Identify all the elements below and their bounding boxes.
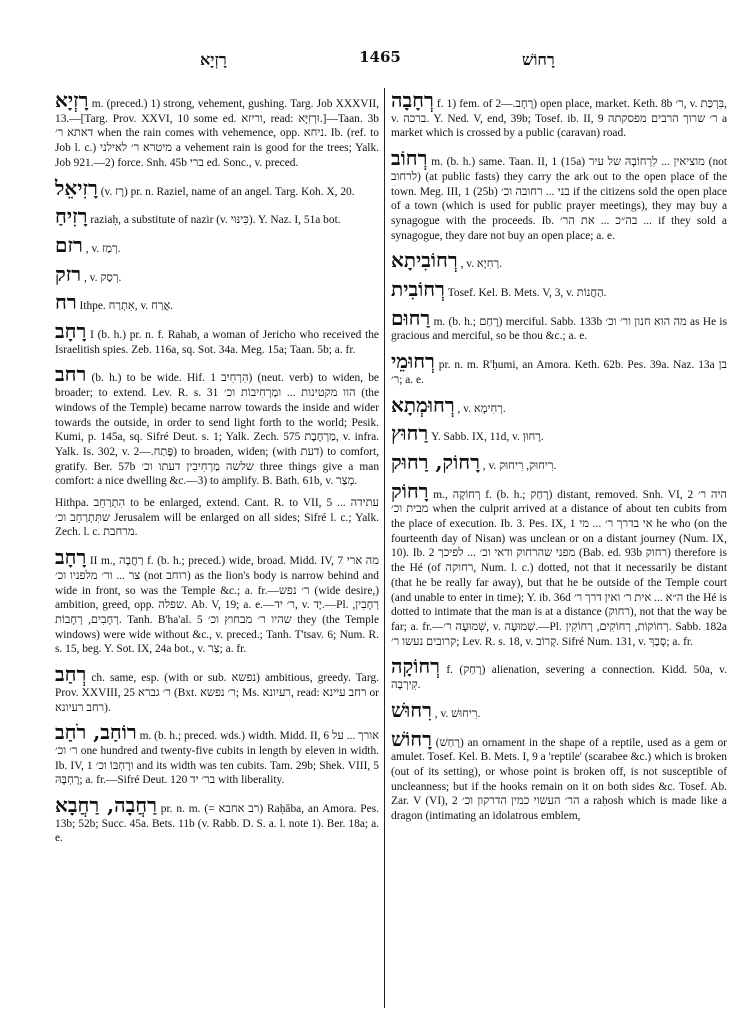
right-column	[391, 90, 727, 831]
dictionary-entry	[391, 148, 727, 243]
entry-definition: f. (רָחַק) alienation, severing a connection. Kidd. 50a, v. קִירְבָה.	[391, 664, 727, 692]
dictionary-entry	[391, 250, 727, 272]
entry-headword: רזם	[55, 232, 83, 257]
dictionary-entry	[391, 726, 727, 824]
dictionary-entry	[55, 722, 379, 788]
entry-definition: (רָחַשׁ) an ornament in the shape of a reptile, used as a gem or amulet. Tosef. Kel. B. Mets. I, 9 a 'reptile' (scarabee &c.) which is broken (out of its setting), or whose point is broken off, is not susceptible of uncleanness; but if the hooks remain on it on both sides &c. Tosef. Ab. Zar. V (VI), 2 הר׳ העשוי כמין הדרקון וכ׳ a raḥosh which is made like a dragon (intimating an idolatrous emblem,	[391, 736, 727, 823]
dictionary-entry	[55, 292, 379, 314]
entry-headword: רְחַב	[55, 662, 87, 687]
entry-headword: רְחוּמֵי	[391, 349, 435, 374]
entry-headword: רִחוּשׁ	[391, 697, 432, 722]
dictionary-entry	[391, 90, 727, 141]
entry-headword: רָזְיָא	[55, 88, 89, 112]
dictionary-entry	[55, 232, 379, 257]
entry-definition: II m., רַחֲבָה f. (b. h.; preced.) wide, broad. Midd. IV, 7 מה ארי צר ... ור׳ מלפניו וכ׳ (not רוחב) as the lion's body is narrow behind and wide in front, so was the Temple &c.; a. fr.—ר׳ נפש (wide desire,) ambition, greed, opp. שפלה. Ab. V, 19; a. e.—ר׳ יד, v. יָד.—Pl. רְחָבִין, רְחָבִים, רְחָבוֹת. Tanh. B'ha'al. 5 שהיו ר׳ מבחוץ וכ׳ they (the Temple windows) were wide without &c., v. preced.; Tanh. T'tsav. 6; Num. R. s. 15, beg. Y. Sot. IX, 24a bot., v. צַר; a. fr.	[55, 555, 380, 656]
entry-headword: רָזִיחַ	[55, 204, 88, 229]
column-divider	[384, 88, 385, 1008]
dictionary-entry	[55, 664, 379, 715]
entry-headword: רְחוֹבִיתָא	[391, 248, 458, 273]
dictionary-entry	[391, 279, 727, 301]
dictionary-entry	[391, 478, 727, 650]
entry-headword: רָחוֹק	[391, 478, 429, 503]
dictionary-entry	[55, 496, 379, 540]
page-number: 1465	[359, 48, 401, 66]
dictionary-entry	[55, 547, 379, 657]
entry-headword: רח	[55, 290, 77, 315]
entry-definition: m. (preced.) 1) strong, vehement, gushing. Targ. Job XXXVII, 13.—[Targ. Prov. XXVI, 10 some ed. וריזא, read: וּרְזִיָּא.]—Taan. 3b דאתא ר׳ when the rain comes with vehemence, opp. ניחא. Ib. (ref. to Job l. c.) מיטרא ר׳ לאילני a vehement rain is good for the trees; Yalk. Job 921.—2) force. Snh. 45b ברי ed. Sonc., v. preced.	[55, 98, 380, 169]
entry-definition: m., רְחוֹקָה f. (b. h.; רָחַק) distant, removed. Snh. VI, 2 היה ר׳ מבית וכ׳ when the culprit arrived at a distance of about ten cubits from the place of execution. Ib. 3. Pes. IX, 1 אי בדרך ר׳ ... מי he who (on the fourteenth day of Nisan) was unclean or on a distant journey (Num. IX, 10). Ib. 2 מפני שהרחוק ודאי וכ׳ ... לפיכך (Bab. ed. 93b רחוק) therefore is the Hé (of רחוקה, Num. l. c.) dotted, not that it necessarily be distant (that he be really far away), but that he be outside of the Temple court (and unable to enter in time); Y. ib. 36d ה״א ... אית ר׳ ואין דרך ר׳ the Hé is dotted to intimate that the man is at a distance (רחוק), not that the way be far; a. fr.—שְׁמוּעָה ר׳, v. שְׁמוּעָה.—Pl. רְחוֹקוֹת, רְחוֹקִים, רְחוֹקִין. Sabb. 182a קרובים נעשו ר׳; Lev. R. s. 18, v. קָרוֹב. Sifré Num. 131, v. סָבַךְ; a. fr.	[391, 488, 727, 648]
entry-definition: , v. רִיחוּק, רִיחוּק.	[482, 459, 557, 472]
dictionary-entry	[55, 90, 379, 171]
entry-headword: רַחֲבָה, רַחֲבָא	[55, 793, 157, 818]
header-left-catchword: רָזְיָא	[200, 50, 227, 69]
entry-definition: m. (b. h.; רָחַם) merciful. Sabb. 133b מה הוא חנון ור׳ וכ׳ as He is gracious and merciful, so be thou &c.; a. e.	[391, 315, 728, 343]
entry-definition: raziaḥ, a substitute of nazir (v. כִּינּוּי). Y. Naz. I, 51a bot.	[90, 214, 341, 227]
entry-definition: Hithpa. הִתְרַחֵב to be enlarged, extend. Cant. R. to VII, 5 עתידה ... שתִּתְרַחֵב וכ׳ Jerusalem will be enlarged on all sides; Sifré l. c.; Yalk. Zech. l. c. מרחבת.	[55, 497, 380, 539]
dictionary-entry	[55, 261, 379, 286]
dictionary-entry	[391, 351, 727, 387]
dictionary-entry	[391, 423, 727, 445]
entry-headword: רְחוֹבִית	[391, 277, 445, 302]
entry-headword: רַחוּם	[391, 305, 431, 330]
entry-headword: רָחָב	[55, 319, 87, 344]
dictionary-entry	[391, 656, 727, 692]
running-head	[60, 48, 700, 72]
entry-definition: , v. רְסַק.	[83, 271, 122, 284]
dictionary-entry	[391, 392, 727, 417]
entry-definition: , v. רִיחוּשׁ.	[434, 707, 481, 720]
entry-headword: רוֹחַב, רֹחַב	[55, 720, 137, 745]
entry-headword: רָחוֹק, רַחוּק	[391, 449, 480, 474]
entry-definition: pr. n. m. R'ḥumi, an Amora. Keth. 62b. Pes. 39a. Naz. 13a בן ר׳; a. e.	[391, 359, 727, 386]
entry-definition: (v. רָז) pr. n. Raziel, name of an angel. Targ. Koh. X, 20.	[100, 185, 355, 198]
dictionary-entry	[391, 449, 727, 474]
entry-definition: , v. רְחִיָא.	[460, 258, 502, 271]
entry-headword: רָחָב	[55, 545, 87, 570]
entry-definition: f. 1) fem. of רָחָב.—2) open place, market. Keth. 8b ר׳, v. בִּרְכַּת, v. ברכה. Y. Ned. V, end, 39b; Tosef. ib. II, 9 ר׳ שרוך הרבים מפסקתה a market which is crossed by a public (caravan) road.	[391, 98, 728, 140]
entry-definition: Y. Sabb. IX, 11d, v. רָחוּן.	[431, 431, 544, 444]
entry-definition: Ithpe. אִתְרַח, v. אֲרַח.	[79, 300, 174, 313]
entry-headword: רְחָבָה	[391, 88, 434, 112]
dictionary-entry	[391, 305, 728, 344]
entry-definition: , v. רְחִימָא.	[457, 402, 506, 415]
entry-headword: רְחוֹב	[391, 146, 428, 171]
dictionary-entry	[55, 206, 379, 228]
entry-definition: , v. רְמַז.	[85, 242, 121, 255]
dictionary-entry	[55, 795, 379, 846]
entry-headword: רַחוּץ	[391, 421, 429, 446]
entry-definition: ch. same, esp. (with or sub. נפשא) ambitious, greedy. Targ. Prov. XXVIII, 25 ר׳ גברא (Bxt. ר׳ נפשא; Ms. רעיונא, read: רחב עיינא or רחב רעיונא).	[55, 672, 379, 714]
entry-definition: m. (b. h.; preced. wds.) width. Midd. II, 6 אורך ... על ר׳ וכ׳ one hundred and twenty-five cubits in length by eleven in width. Ib. IV, 1 ורָחְבּוֹ וכ׳ and its width was ten cubits. Tam. 29b; Shek. VIII, 5 רָחְבָּהּ; a. fr.—Sifré Deut. 120 בר׳ יד with liberality.	[55, 730, 380, 787]
entry-definition: pr. n. m. (= רב אחבא) Raḥăba, an Amora. Pes. 13b; 52b; Succ. 45a. Bets. 11b (v. Rabb. D. S. a. l. note 1). Ber. 18a; a. e.	[55, 803, 379, 845]
entry-headword: רחב	[55, 362, 87, 387]
entry-headword: רְחוֹקָה	[391, 654, 440, 679]
entry-headword: רְחוּמְתָא	[391, 392, 455, 417]
left-column	[55, 90, 379, 853]
dictionary-entry	[55, 175, 379, 200]
entry-definition: (b. h.) to be wide. Hif. הִרְחִיב 1) (neut. verb) to widen, be broader; to extend. Lev. R. s. 31 הוו מקטינות ... ומַרְחִיבוֹת וכ׳ (the windows of the Temple) became narrow towards the inside and wider towards the outside, in order to send light forth to the world; Pesik. Kumi, p. 145a, sq. Sifré Deut. s. 1; Yalk. Zech. 575 מַרְחֶבֶת, v. infra. Yalk. Is. 302, v. פֶּתַח.—2) to broaden, widen; (with דעת) to comfort, gratify. Ber. 57b שלשה מַרְחִיבִין דעתו וכ׳ three things give a man comfort: a nice dwelling &c.—3) to amplify. B. Bath. 61b, v. מְצַר.	[55, 372, 380, 488]
entry-headword: רָחוֹשׁ	[391, 726, 432, 751]
dictionary-entry	[391, 697, 727, 722]
entry-headword: רזק	[55, 261, 82, 286]
entry-headword: רָזִיאֵל	[55, 175, 98, 200]
dictionary-entry	[55, 364, 379, 489]
dictionary-entry	[55, 321, 379, 357]
entry-definition: I (b. h.) pr. n. f. Rahab, a woman of Jericho who received the Israelitish spies. Zeb. 116a, sq. Sot. 34a. Meg. 15a; Taan. 5b; a. fr.	[55, 329, 379, 356]
header-right-catchword: רָחוֹשׁ	[522, 50, 555, 69]
entry-definition: m. (b. h.) same. Taan. II, 1 (15a) מוציאין ... לִרְחוֹבָהּ של עיר (not לרחוב) (at public fasts) they carry the ark out to the open place of the town. Meg. III, 1 (25b) בני ... רחובה וכ׳ if the citizens sold the open place of a town (which is used for public prayer meetings), they may buy a synagogue with the proceeds. Ib. בה״כ ... את הר׳ ... if they sold a synagogue, they dare not buy an open place; a. e.	[391, 156, 727, 242]
entry-definition: Tosef. Kel. B. Mets. V, 3, v. הַחֲנוֹת.	[447, 287, 607, 300]
